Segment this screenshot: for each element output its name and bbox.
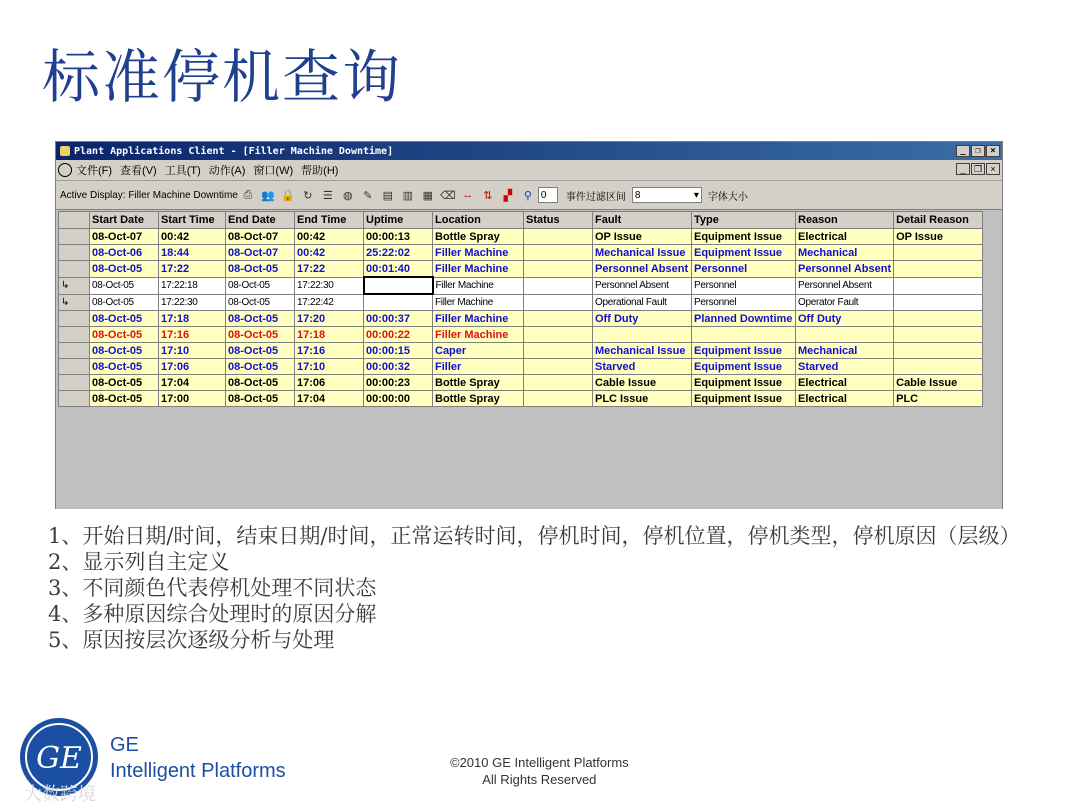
table-cell[interactable]: 08-Oct-05 — [90, 261, 159, 278]
table-cell[interactable]: 17:16 — [159, 327, 226, 343]
table-cell[interactable]: Off Duty — [796, 311, 894, 327]
table-cell[interactable]: Caper — [433, 343, 524, 359]
table-cell[interactable]: Equipment Issue — [692, 343, 796, 359]
column-header[interactable]: Type — [692, 212, 796, 229]
table-cell[interactable]: 08-Oct-05 — [226, 277, 295, 294]
row-indicator[interactable] — [59, 311, 90, 327]
refresh-icon[interactable]: ↻ — [303, 189, 313, 202]
table-cell[interactable]: 17:04 — [159, 375, 226, 391]
clock-icon[interactable] — [58, 163, 72, 177]
table-cell[interactable]: 08-Oct-05 — [90, 294, 159, 311]
bullet-item: 3、不同颜色代表停机处理不同状态 — [48, 576, 377, 600]
bullet-item: 4、多种原因综合处理时的原因分解 — [48, 602, 377, 626]
table-cell[interactable]: Starved — [593, 359, 692, 375]
table-cell[interactable]: 08-Oct-07 — [90, 229, 159, 245]
column-header[interactable]: Location — [433, 212, 524, 229]
table-cell[interactable]: Starved — [796, 359, 894, 375]
table-cell[interactable]: Filler — [433, 359, 524, 375]
comment-edit-icon[interactable]: ▦ — [422, 189, 434, 202]
table-cell[interactable]: 17:00 — [159, 391, 226, 407]
toolbar — [56, 181, 1002, 210]
table-cell[interactable]: 17:06 — [159, 359, 226, 375]
grid-area — [56, 210, 1002, 509]
child-window-controls — [956, 163, 1000, 175]
table-cell[interactable]: Filler Machine — [433, 261, 524, 278]
table-cell[interactable]: 00:00:00 — [364, 391, 433, 407]
table-cell[interactable]: 17:22:18 — [159, 277, 226, 294]
menu-window[interactable]: 窗口(W) — [253, 165, 294, 177]
restore-button[interactable]: ❐ — [971, 145, 985, 157]
row-indicator[interactable]: ↳ — [59, 277, 90, 294]
table-cell[interactable]: Bottle Spray — [433, 391, 524, 407]
table-cell[interactable]: Equipment Issue — [692, 375, 796, 391]
chevron-down-icon[interactable]: ▾ — [693, 189, 699, 201]
table-cell[interactable]: Mechanical Issue — [593, 343, 692, 359]
table-cell[interactable]: 00:00:22 — [364, 327, 433, 343]
globe-icon[interactable]: ◍ — [343, 189, 353, 202]
table-cell[interactable]: Equipment Issue — [692, 391, 796, 407]
table-row[interactable] — [59, 311, 983, 327]
app-window — [55, 141, 1003, 509]
table-cell[interactable]: 08-Oct-05 — [90, 277, 159, 294]
table-cell[interactable] — [894, 277, 983, 294]
table-cell[interactable]: Cable Issue — [894, 375, 983, 391]
table-cell[interactable]: Equipment Issue — [692, 245, 796, 261]
table-cell[interactable] — [524, 375, 593, 391]
font-size-label: 字体大小 — [707, 191, 748, 203]
column-header[interactable]: Uptime — [364, 212, 433, 229]
table-cell[interactable]: 17:06 — [295, 375, 364, 391]
table-cell[interactable]: Off Duty — [593, 311, 692, 327]
table-cell[interactable]: Mechanical — [796, 245, 894, 261]
row-indicator[interactable] — [59, 327, 90, 343]
menubar — [56, 160, 1002, 181]
table-cell[interactable]: Electrical — [796, 375, 894, 391]
slide-title: 标准停机查询 — [42, 43, 403, 111]
table-cell[interactable]: Filler Machine — [433, 327, 524, 343]
table-cell[interactable]: 17:18 — [295, 327, 364, 343]
table-cell[interactable] — [364, 294, 433, 311]
table-cell[interactable]: Personnel Absent — [593, 277, 692, 294]
list-icon[interactable]: ☰ — [322, 189, 333, 202]
bullet-item: 1、开始日期/时间，结束日期/时间，正常运转时间，停机时间，停机位置，停机类型，停机原因（层级） — [48, 524, 1021, 548]
table-cell[interactable] — [524, 327, 593, 343]
table-cell[interactable] — [524, 229, 593, 245]
table-cell[interactable]: Filler Machine — [433, 245, 524, 261]
table-cell[interactable]: Operational Fault — [593, 294, 692, 311]
table-cell[interactable]: 25:22:02 — [364, 245, 433, 261]
table-cell[interactable]: 08-Oct-05 — [90, 311, 159, 327]
table-row[interactable] — [59, 375, 983, 391]
table-cell[interactable]: 17:18 — [159, 311, 226, 327]
table-cell[interactable] — [692, 327, 796, 343]
table-cell[interactable]: 08-Oct-05 — [226, 261, 295, 278]
column-header[interactable]: End Time — [295, 212, 364, 229]
table-cell[interactable] — [593, 327, 692, 343]
brand-text — [110, 732, 286, 784]
table-cell[interactable]: Mechanical — [796, 343, 894, 359]
menu-view[interactable]: 查看(V) — [120, 165, 157, 177]
table-cell[interactable]: 00:42 — [295, 229, 364, 245]
table-cell[interactable]: OP Issue — [894, 229, 983, 245]
copyright-line: ©2010 GE Intelligent Platforms — [450, 755, 629, 770]
watermark: 大数跨境 — [24, 784, 96, 804]
close-button[interactable]: × — [986, 145, 1000, 157]
table-cell[interactable]: Bottle Spray — [433, 229, 524, 245]
table-cell[interactable]: Mechanical Issue — [593, 245, 692, 261]
table-cell[interactable] — [894, 311, 983, 327]
column-header[interactable]: Fault — [593, 212, 692, 229]
menu-help[interactable]: 帮助(H) — [301, 165, 339, 177]
table-cell[interactable] — [796, 327, 894, 343]
table-cell[interactable]: OP Issue — [593, 229, 692, 245]
table-cell[interactable]: Personnel — [692, 261, 796, 278]
table-cell[interactable]: 17:22 — [295, 261, 364, 278]
minimize-button[interactable]: _ — [956, 145, 970, 157]
table-cell[interactable]: 17:10 — [295, 359, 364, 375]
pencil-icon[interactable]: ✎ — [363, 189, 373, 202]
row-indicator[interactable] — [59, 343, 90, 359]
window-title: Plant Applications Client - [Filler Machine Downtime] — [74, 145, 394, 157]
table-cell[interactable]: Operator Fault — [796, 294, 894, 311]
table-row[interactable] — [59, 277, 983, 294]
menu-action[interactable]: 动作(A) — [208, 165, 246, 177]
bullet-item: 2、显示列自主定义 — [48, 550, 230, 574]
table-cell[interactable]: 18:44 — [159, 245, 226, 261]
table-row[interactable] — [59, 229, 983, 245]
table-cell[interactable]: Equipment Issue — [692, 359, 796, 375]
filter-label: 事件过滤区间 — [565, 191, 626, 203]
table-cell[interactable] — [524, 343, 593, 359]
menu-file[interactable]: 文件(F) — [76, 165, 113, 177]
eraser-icon[interactable]: ⌫ — [440, 189, 456, 202]
comment-add-icon[interactable]: ▥ — [402, 189, 414, 202]
column-header[interactable]: Start Time — [159, 212, 226, 229]
table-header-row — [59, 212, 983, 229]
table-cell[interactable]: 00:00:15 — [364, 343, 433, 359]
window-titlebar[interactable] — [56, 142, 1002, 160]
table-row[interactable] — [59, 391, 983, 407]
row-indicator[interactable] — [59, 391, 90, 407]
table-cell[interactable] — [524, 391, 593, 407]
table-cell[interactable]: 00:00:32 — [364, 359, 433, 375]
table-cell[interactable]: Personnel Absent — [796, 261, 894, 278]
child-close-button[interactable]: × — [986, 163, 1000, 175]
table-cell[interactable]: 17:10 — [159, 343, 226, 359]
table-cell[interactable]: 08-Oct-05 — [90, 375, 159, 391]
table-cell[interactable] — [894, 359, 983, 375]
merge-icon[interactable]: ⇅ — [483, 189, 493, 202]
row-indicator[interactable] — [59, 261, 90, 278]
table-cell[interactable]: 08-Oct-06 — [90, 245, 159, 261]
chart-icon[interactable]: ▞ — [503, 189, 513, 202]
table-cell[interactable] — [364, 277, 433, 294]
table-cell[interactable]: 17:22:30 — [295, 277, 364, 294]
table-cell[interactable] — [894, 327, 983, 343]
column-header[interactable]: Status — [524, 212, 593, 229]
table-cell[interactable] — [524, 261, 593, 278]
table-cell[interactable]: Equipment Issue — [692, 229, 796, 245]
app-icon — [60, 146, 70, 156]
column-header[interactable]: Start Date — [90, 212, 159, 229]
table-cell[interactable]: Personnel Absent — [593, 261, 692, 278]
table-cell[interactable]: 00:00:37 — [364, 311, 433, 327]
menu-tools[interactable]: 工具(T) — [164, 165, 201, 177]
table-cell[interactable]: 08-Oct-05 — [90, 327, 159, 343]
table-cell[interactable]: Personnel — [692, 294, 796, 311]
table-cell[interactable] — [894, 343, 983, 359]
split-icon[interactable]: ↔ — [462, 189, 474, 201]
child-minimize-button[interactable]: _ — [956, 163, 970, 175]
table-cell[interactable]: 08-Oct-07 — [226, 245, 295, 261]
comment-icon[interactable]: ▤ — [382, 189, 394, 202]
table-body — [59, 229, 983, 407]
table-cell[interactable]: 08-Oct-07 — [226, 229, 295, 245]
table-cell[interactable]: 00:42 — [295, 245, 364, 261]
table-cell[interactable]: 00:00:23 — [364, 375, 433, 391]
table-cell[interactable]: Cable Issue — [593, 375, 692, 391]
active-display-label: Active Display: Filler Machine Downtime — [60, 189, 238, 201]
table-cell[interactable] — [524, 311, 593, 327]
bullet-list — [48, 523, 1038, 653]
table-row[interactable] — [59, 261, 983, 278]
table-cell[interactable]: 17:22:42 — [295, 294, 364, 311]
svg-text:GE: GE — [36, 741, 82, 776]
search-value-field[interactable]: 0 — [538, 187, 558, 203]
table-cell[interactable] — [894, 261, 983, 278]
row-indicator[interactable] — [59, 359, 90, 375]
column-header[interactable]: End Date — [226, 212, 295, 229]
row-indicator[interactable] — [59, 245, 90, 261]
users-icon[interactable]: 👥 — [260, 189, 275, 202]
table-cell[interactable]: 08-Oct-05 — [226, 375, 295, 391]
lock-icon[interactable]: 🔒 — [280, 189, 295, 202]
table-cell[interactable]: Planned Downtime — [692, 311, 796, 327]
bullet-item: 5、原因按层次逐级分析与处理 — [48, 628, 335, 652]
table-cell[interactable] — [524, 245, 593, 261]
table-cell[interactable]: 17:22:30 — [159, 294, 226, 311]
row-indicator[interactable]: ↳ — [59, 294, 90, 311]
table-row[interactable] — [59, 343, 983, 359]
row-indicator[interactable] — [59, 229, 90, 245]
table-cell[interactable]: Filler Machine — [433, 294, 524, 311]
table-cell[interactable]: PLC Issue — [593, 391, 692, 407]
table-cell[interactable]: 08-Oct-05 — [226, 343, 295, 359]
table-row[interactable] — [59, 245, 983, 261]
row-indicator[interactable] — [59, 375, 90, 391]
window-controls — [956, 145, 1000, 157]
brand-line-platforms: Intelligent Platforms — [110, 760, 286, 782]
table-cell[interactable]: 00:01:40 — [364, 261, 433, 278]
table-cell[interactable]: 08-Oct-05 — [90, 343, 159, 359]
downtime-table — [58, 211, 983, 407]
table-cell[interactable]: 17:22 — [159, 261, 226, 278]
table-cell[interactable]: Electrical — [796, 391, 894, 407]
table-cell[interactable]: 08-Oct-05 — [226, 327, 295, 343]
print-icon[interactable]: ⎙ — [243, 188, 253, 201]
brand-line-ge: GE — [110, 734, 139, 756]
table-cell[interactable]: 08-Oct-05 — [226, 294, 295, 311]
table-cell[interactable]: Bottle Spray — [433, 375, 524, 391]
child-restore-button[interactable]: ❐ — [971, 163, 985, 175]
table-cell[interactable]: Electrical — [796, 229, 894, 245]
table-cell[interactable] — [894, 245, 983, 261]
table-cell[interactable] — [894, 294, 983, 311]
table-cell[interactable]: 17:16 — [295, 343, 364, 359]
filter-select-value: 8 — [634, 189, 641, 201]
table-row[interactable] — [59, 359, 983, 375]
table-cell[interactable] — [524, 359, 593, 375]
table-cell[interactable]: 08-Oct-05 — [90, 359, 159, 375]
column-header[interactable]: Detail Reason — [894, 212, 983, 229]
table-row[interactable] — [59, 327, 983, 343]
table-cell[interactable]: 17:04 — [295, 391, 364, 407]
filter-select[interactable] — [632, 187, 702, 203]
rights-line: All Rights Reserved — [482, 772, 597, 787]
table-cell[interactable] — [524, 277, 593, 294]
row-indicator-header — [59, 212, 90, 229]
table-cell[interactable]: PLC — [894, 391, 983, 407]
table-row[interactable] — [59, 294, 983, 311]
copyright — [450, 754, 629, 788]
table-cell[interactable]: 08-Oct-05 — [226, 311, 295, 327]
table-cell[interactable]: Personnel Absent — [796, 277, 894, 294]
column-header[interactable]: Reason — [796, 212, 894, 229]
table-cell[interactable]: 17:20 — [295, 311, 364, 327]
table-cell[interactable] — [524, 294, 593, 311]
table-cell[interactable]: Filler Machine — [433, 311, 524, 327]
table-cell[interactable]: Filler Machine — [433, 277, 524, 294]
table-cell[interactable]: 00:42 — [159, 229, 226, 245]
table-cell[interactable]: 08-Oct-05 — [226, 391, 295, 407]
table-cell[interactable]: 00:00:13 — [364, 229, 433, 245]
table-cell[interactable]: 08-Oct-05 — [90, 391, 159, 407]
search-icon[interactable]: ⚲ — [523, 189, 532, 202]
table-cell[interactable]: 08-Oct-05 — [226, 359, 295, 375]
table-cell[interactable]: Personnel — [692, 277, 796, 294]
